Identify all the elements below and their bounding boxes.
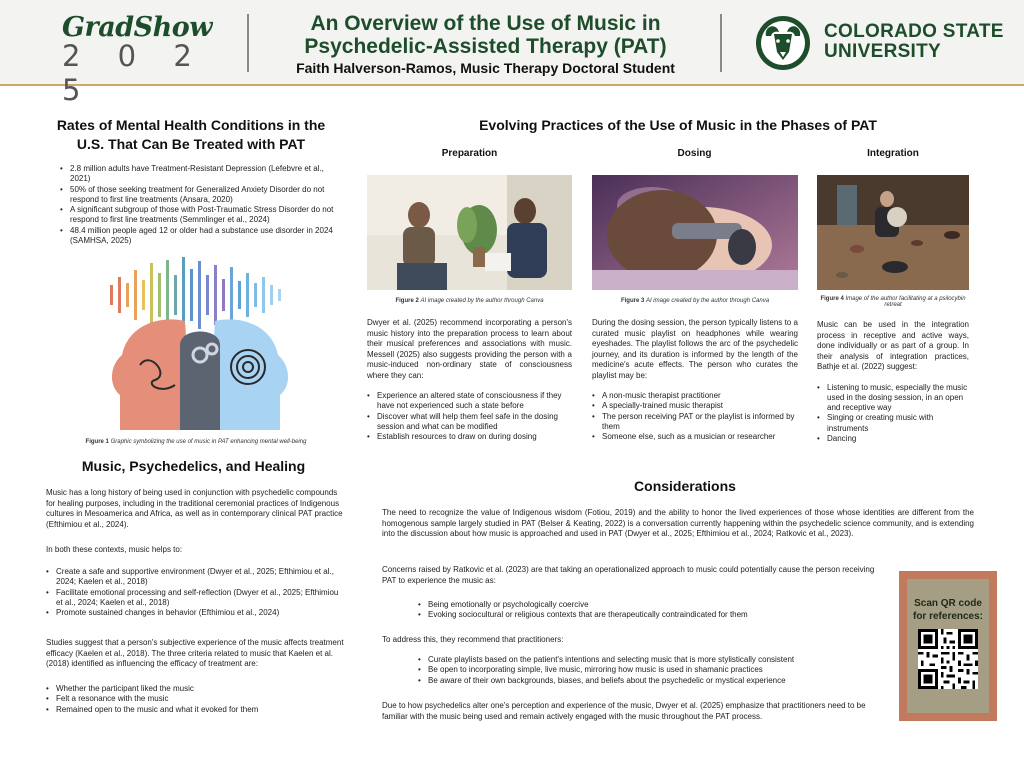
qr-panel <box>899 571 997 721</box>
figure-3-caption-text: AI image created by the author through Canva <box>645 298 770 304</box>
list-item: • Singing or creating music with instruments <box>817 413 969 434</box>
music-mind-graphic <box>100 255 300 435</box>
list-item: • Remained open to the music and what it evoked for them <box>46 705 346 715</box>
poster-author: Faith Halverson-Ramos, Music Therapy Doctoral Student <box>296 60 675 76</box>
mph-paragraph-3: Studies suggest that a person's subjective experience of the music affects treatment efficacy (Kaelen et al., 2018). The three criteria related to music that Kaelen et al. (2018) identified as influencing the efficacy of treatment are: <box>46 638 344 668</box>
list-item: • 50% of those seeking treatment for Generalized Anxiety Disorder do not respond to first line treatments (Ansara, 2020) <box>60 185 340 206</box>
qr-label-line1: Scan QR code <box>914 598 982 609</box>
list-item: • Dancing <box>817 434 969 444</box>
list-item: • Someone else, such as a musician or researcher <box>592 432 798 442</box>
sound-wave-graphic <box>110 257 281 333</box>
header-divider-right <box>720 14 722 72</box>
list-item: • Felt a resonance with the music <box>46 694 346 704</box>
list-item: • Create a safe and supportive environment (Dwyer et al., 2025; Efthimiou et al., 2024; Kaelen et al., 2018) <box>46 567 346 588</box>
considerations-paragraph-3: To address this, they recommend that practitioners: <box>382 635 564 644</box>
list-item: • The person receiving PAT or the playlist is informed by them <box>592 412 798 433</box>
phase-heading-dosing: Dosing <box>677 148 712 159</box>
figure-3-caption <box>592 298 798 304</box>
list-item: • Be open to incorporating simple, live music, mirroring how music is used in shamanic practices <box>418 665 878 675</box>
list-item: • 48.4 million people aged 12 or older had a substance use disorder in 2024 (SAMHSA, 2025) <box>60 226 340 247</box>
header-divider-left <box>247 14 249 72</box>
list-item: • Promote sustained changes in behavior (Efthimiou et al., 2024) <box>46 608 346 618</box>
list-item: • Facilitate emotional processing and self-reflection (Dwyer et al., 2025; Efthimiou et al., 2024; Kaelen et al., 2018) <box>46 588 346 609</box>
figure-4-image <box>817 175 969 290</box>
list-item: • Evoking sociocultural or religious contexts that are therapeutically contraindicated for them <box>418 610 878 620</box>
rates-section-title: Rates of Mental Health Conditions in the U.S. That Can Be Treated with PAT <box>56 117 326 152</box>
mph-benefits-list <box>46 567 346 618</box>
gradshow-logo <box>62 12 212 107</box>
csu-ram-logo-icon <box>752 14 814 72</box>
figure-1-label: Figure 1 <box>85 439 109 445</box>
figure-1-caption-text: Graphic symbolizing the use of music in PAT enhancing mental well-being <box>110 439 307 445</box>
figure-4-label: Figure 4 <box>820 296 844 302</box>
figure-2-caption <box>367 298 572 304</box>
list-item: • A non-music therapist practitioner <box>592 391 798 401</box>
qr-code-icon[interactable] <box>918 629 978 689</box>
csu-wordmark-line1: COLORADO STATE <box>824 21 1004 42</box>
gradshow-year: 2 0 2 5 <box>62 39 206 107</box>
considerations-title: Considerations <box>634 478 736 494</box>
figure-1-caption <box>46 439 346 445</box>
preparation-column <box>367 318 572 442</box>
phase-heading-integration: Integration <box>867 148 919 159</box>
list-item: • 2.8 million adults have Treatment-Resistant Depression (Lefebvre et al., 2021) <box>60 164 340 185</box>
dosing-list <box>592 391 798 442</box>
list-item: • Whether the participant liked the music <box>46 684 346 694</box>
integration-column <box>817 320 969 444</box>
figure-2-label: Figure 2 <box>395 298 419 304</box>
dosing-paragraph: During the dosing session, the person typically listens to a curated music playlist on headphones while wearing eyeshades. The playlist follows the arc of the psychedelic journey, and its duration is informed by the length of the medicine's acute effects. The person who curates the playlist may be: <box>592 318 798 380</box>
csu-wordmark-line2: UNIVERSITY <box>824 41 942 62</box>
figure-2-caption-text: AI image created by the author through Canva <box>420 298 544 304</box>
mph-paragraph-2: In both these contexts, music helps to: <box>46 545 183 554</box>
mph-section-title: Music, Psychedelics, and Healing <box>81 458 306 474</box>
rates-list <box>60 164 340 246</box>
figure-2-image <box>367 175 572 290</box>
list-item: • A significant subgroup of those with Post-Traumatic Stress Disorder do not respond to first line treatments (Semmlinger et al., 2024) <box>60 205 340 226</box>
gradshow-brand: GradShow <box>62 12 213 43</box>
list-item: • Be aware of their own backgrounds, biases, and beliefs about the psychedelic or mystical experience <box>418 676 878 686</box>
poster-title-line1: An Overview of the Use of Music in <box>310 12 661 35</box>
mph-paragraph-1: Music has a long history of being used in conjunction with psychedelic compounds for healing purposes, including in the traditional ceremonial practices of Indigenous cultures in Mesoamerica and Africa, as well as in contemporary clinical PAT practice (Efthimiou et al., 2024). <box>46 488 343 529</box>
figure-3-image <box>592 175 798 290</box>
list-item: • Being emotionally or psychologically coercive <box>418 600 878 610</box>
considerations-paragraph-1: The need to recognize the value of Indigenous wisdom (Fotiou, 2019) and the ability to honor the lived experiences of those whose identities are different from the homogenous sample largely studied in PAT (Belser & Keating, 2022) is a conversation currently happening within the psychedelic science community, and is extending into the discussion about how music is approached and used in PAT (Dwyer et al., 2025; Efthimiou et al., 2024; Ratkovic et al., 2023). <box>382 508 974 538</box>
list-item: • A specially-trained music therapist <box>592 401 798 411</box>
phase-heading-preparation: Preparation <box>441 148 498 159</box>
dosing-column <box>592 318 798 442</box>
csu-wordmark <box>824 22 1004 62</box>
figure-4-caption-text: Image of the author facilitating at a psilocybin retreat <box>845 296 966 308</box>
figure-3-label: Figure 3 <box>620 298 645 304</box>
mph-criteria-list <box>46 684 346 715</box>
list-item: • Discover what will help them feel safe in the dosing session and what can be modified <box>367 412 572 433</box>
considerations-recommendations-list <box>418 655 878 686</box>
evolving-section-title: Evolving Practices of the Use of Music in the Phases of PAT <box>479 117 877 133</box>
preparation-paragraph: Dwyer et al. (2025) recommend incorporating a person's music history into the preparation process to learn about their musical preferences and associations with music. Messell (2025) also suggests providing the person with a music-induced non-ordinary state of consciousness where they can: <box>367 318 572 380</box>
list-item: • Establish resources to draw on during dosing <box>367 432 572 442</box>
qr-panel-inner <box>907 579 989 713</box>
integration-paragraph: Music can be used in the integration process in receptive and active ways, done individually or as part of a group. In their analysis of integration practices, Bathje et al. (2022) suggest: <box>817 320 969 371</box>
poster-title-line2: Psychedelic-Assisted Therapy (PAT) <box>304 35 667 58</box>
considerations-paragraph-2: Concerns raised by Ratkovic et al. (2023) are that taking an operationalized approach to music could potentially cause the person receiving PAT to experience the music as: <box>382 565 875 585</box>
list-item: • Listening to music, especially the music used in the dosing session, in an open and receptive way <box>817 383 969 414</box>
qr-label-line2: for references: <box>912 611 984 622</box>
list-item: • Experience an altered state of consciousness if they have not experienced such a state before <box>367 391 572 412</box>
considerations-concerns-list <box>418 600 878 621</box>
list-item: • Curate playlists based on the patient's intentions and selecting music that is more stylistically consistent <box>418 655 878 665</box>
figure-4-caption <box>817 296 969 308</box>
preparation-list <box>367 391 572 442</box>
integration-list <box>817 383 969 445</box>
poster-title-block <box>258 12 713 76</box>
poster-header <box>0 0 1024 107</box>
considerations-paragraph-4: Due to how psychedelics alter one's perception and experience of the music, Dwyer et al. (2025) emphasize that practitioners need to be familiar with the music being used and remain actively engaged with the music throughout the PAT process. <box>382 701 866 721</box>
